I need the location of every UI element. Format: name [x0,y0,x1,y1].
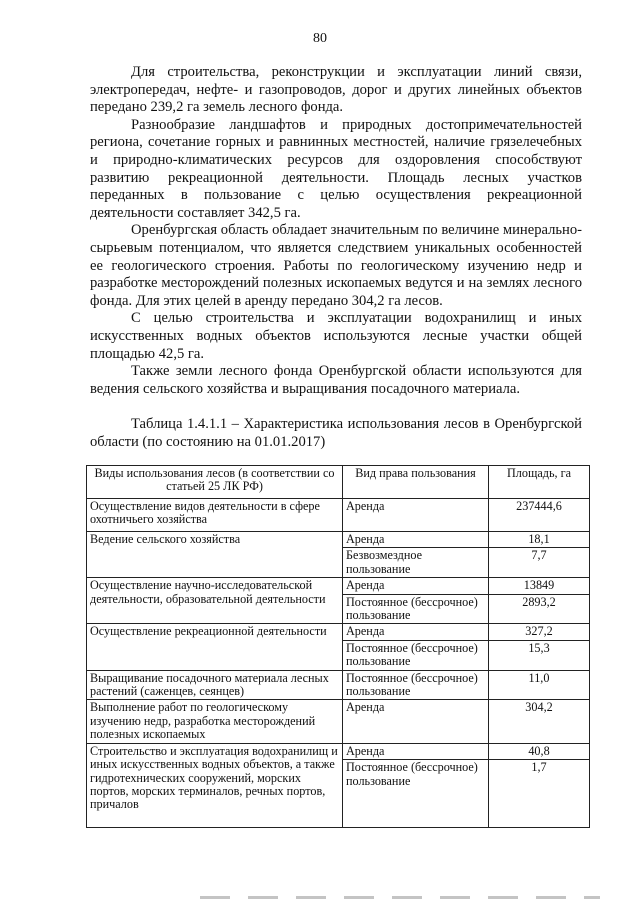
table-row [87,624,590,640]
use-type-cell: Строительство и эксплуатация водохранилищ и иных искусственных водных объектов, а также гидротехнических сооружений, морских портов, морских терминалов, речных портов, причалов [87,743,343,827]
area-cell: 11,0 [489,670,590,700]
right-type-cell: Аренда [343,499,489,532]
use-type-cell: Выполнение работ по геологическому изучению недр, разработка месторождений полезных ископаемых [87,700,343,743]
right-type-cell: Постоянное (бессрочное) пользование [343,594,489,624]
area-cell: 13849 [489,578,590,594]
area-cell: 1,7 [489,760,590,828]
right-type-cell: Аренда [343,700,489,743]
area-cell: 327,2 [489,624,590,640]
right-type-cell: Аренда [343,743,489,759]
use-type-cell: Осуществление рекреационной деятельности [87,624,343,670]
paragraph: С целью строительства и эксплуатации водохранилищ и иных искусственных водных объектов используются лесные участки общей площадью 42,5 га. [90,310,582,362]
use-type-cell: Ведение сельского хозяйства [87,532,343,578]
table-row [87,532,590,548]
forest-use-table [86,465,590,828]
right-type-cell: Аренда [343,578,489,594]
area-cell: 2893,2 [489,594,590,624]
table-row [87,670,590,700]
header-use-type: Виды использования лесов (в соответствии со статьей 25 ЛК РФ) [87,466,343,499]
table-row [87,743,590,759]
header-area: Площадь, га [489,466,590,499]
right-type-cell: Постоянное (бессрочное) пользование [343,640,489,670]
paragraph: Также земли лесного фонда Оренбургской области используются для ведения сельского хозяйства и выращивания посадочного материала. [90,363,582,397]
table-header-row [87,466,590,499]
use-type-cell: Осуществление научно-исследовательской деятельности, образовательной деятельности [87,578,343,624]
table-row [87,578,590,594]
use-type-cell: Выращивание посадочного материала лесных растений (саженцев, сеянцев) [87,670,343,700]
table-caption: Таблица 1.4.1.1 – Характеристика использования лесов в Оренбургской области (по состоянию на 01.01.2017) [90,416,582,450]
paragraph: Оренбургская область обладает значительным по величине минерально-сырьевым потенциалом, что является следствием уникальных особенностей ее геологического строения. Работы по геологическому изучению недр и разработке месторождений полезных ископаемых ведутся и на землях лесного фонда. Для этих целей в аренду передано 304,2 га лесов. [90,222,582,309]
area-cell: 7,7 [489,548,590,578]
page-number: 80 [313,31,327,46]
area-cell: 18,1 [489,532,590,548]
area-cell: 304,2 [489,700,590,743]
area-cell: 40,8 [489,743,590,759]
paragraph: Разнообразие ландшафтов и природных достопримечательностей региона, сочетание горных и равнинных местностей, наличие грязелечебных и природно-климатических ресурсов для оздоровления способствуют развитию рекреационной деятельности. Площадь лесных участков переданных в пользование с целью осуществления рекреационной деятельности составляет 342,5 га. [90,116,582,221]
body-text [90,64,582,398]
table-row [87,499,590,532]
paragraph: Для строительства, реконструкции и эксплуатации линий связи, электропередач, нефте- и газопроводов, дорог и других линейных объектов передано 239,2 га земель лесного фонда. [90,64,582,116]
right-type-cell: Аренда [343,624,489,640]
area-cell: 15,3 [489,640,590,670]
area-cell: 237444,6 [489,499,590,532]
table-row [87,700,590,743]
header-right-type: Вид права пользования [343,466,489,499]
use-type-cell: Осуществление видов деятельности в сфере охотничьего хозяйства [87,499,343,532]
right-type-cell: Безвозмездное пользование [343,548,489,578]
right-type-cell: Постоянное (бессрочное) пользование [343,670,489,700]
right-type-cell: Аренда [343,532,489,548]
scan-artifact [200,896,600,899]
right-type-cell: Постоянное (бессрочное) пользование [343,760,489,828]
